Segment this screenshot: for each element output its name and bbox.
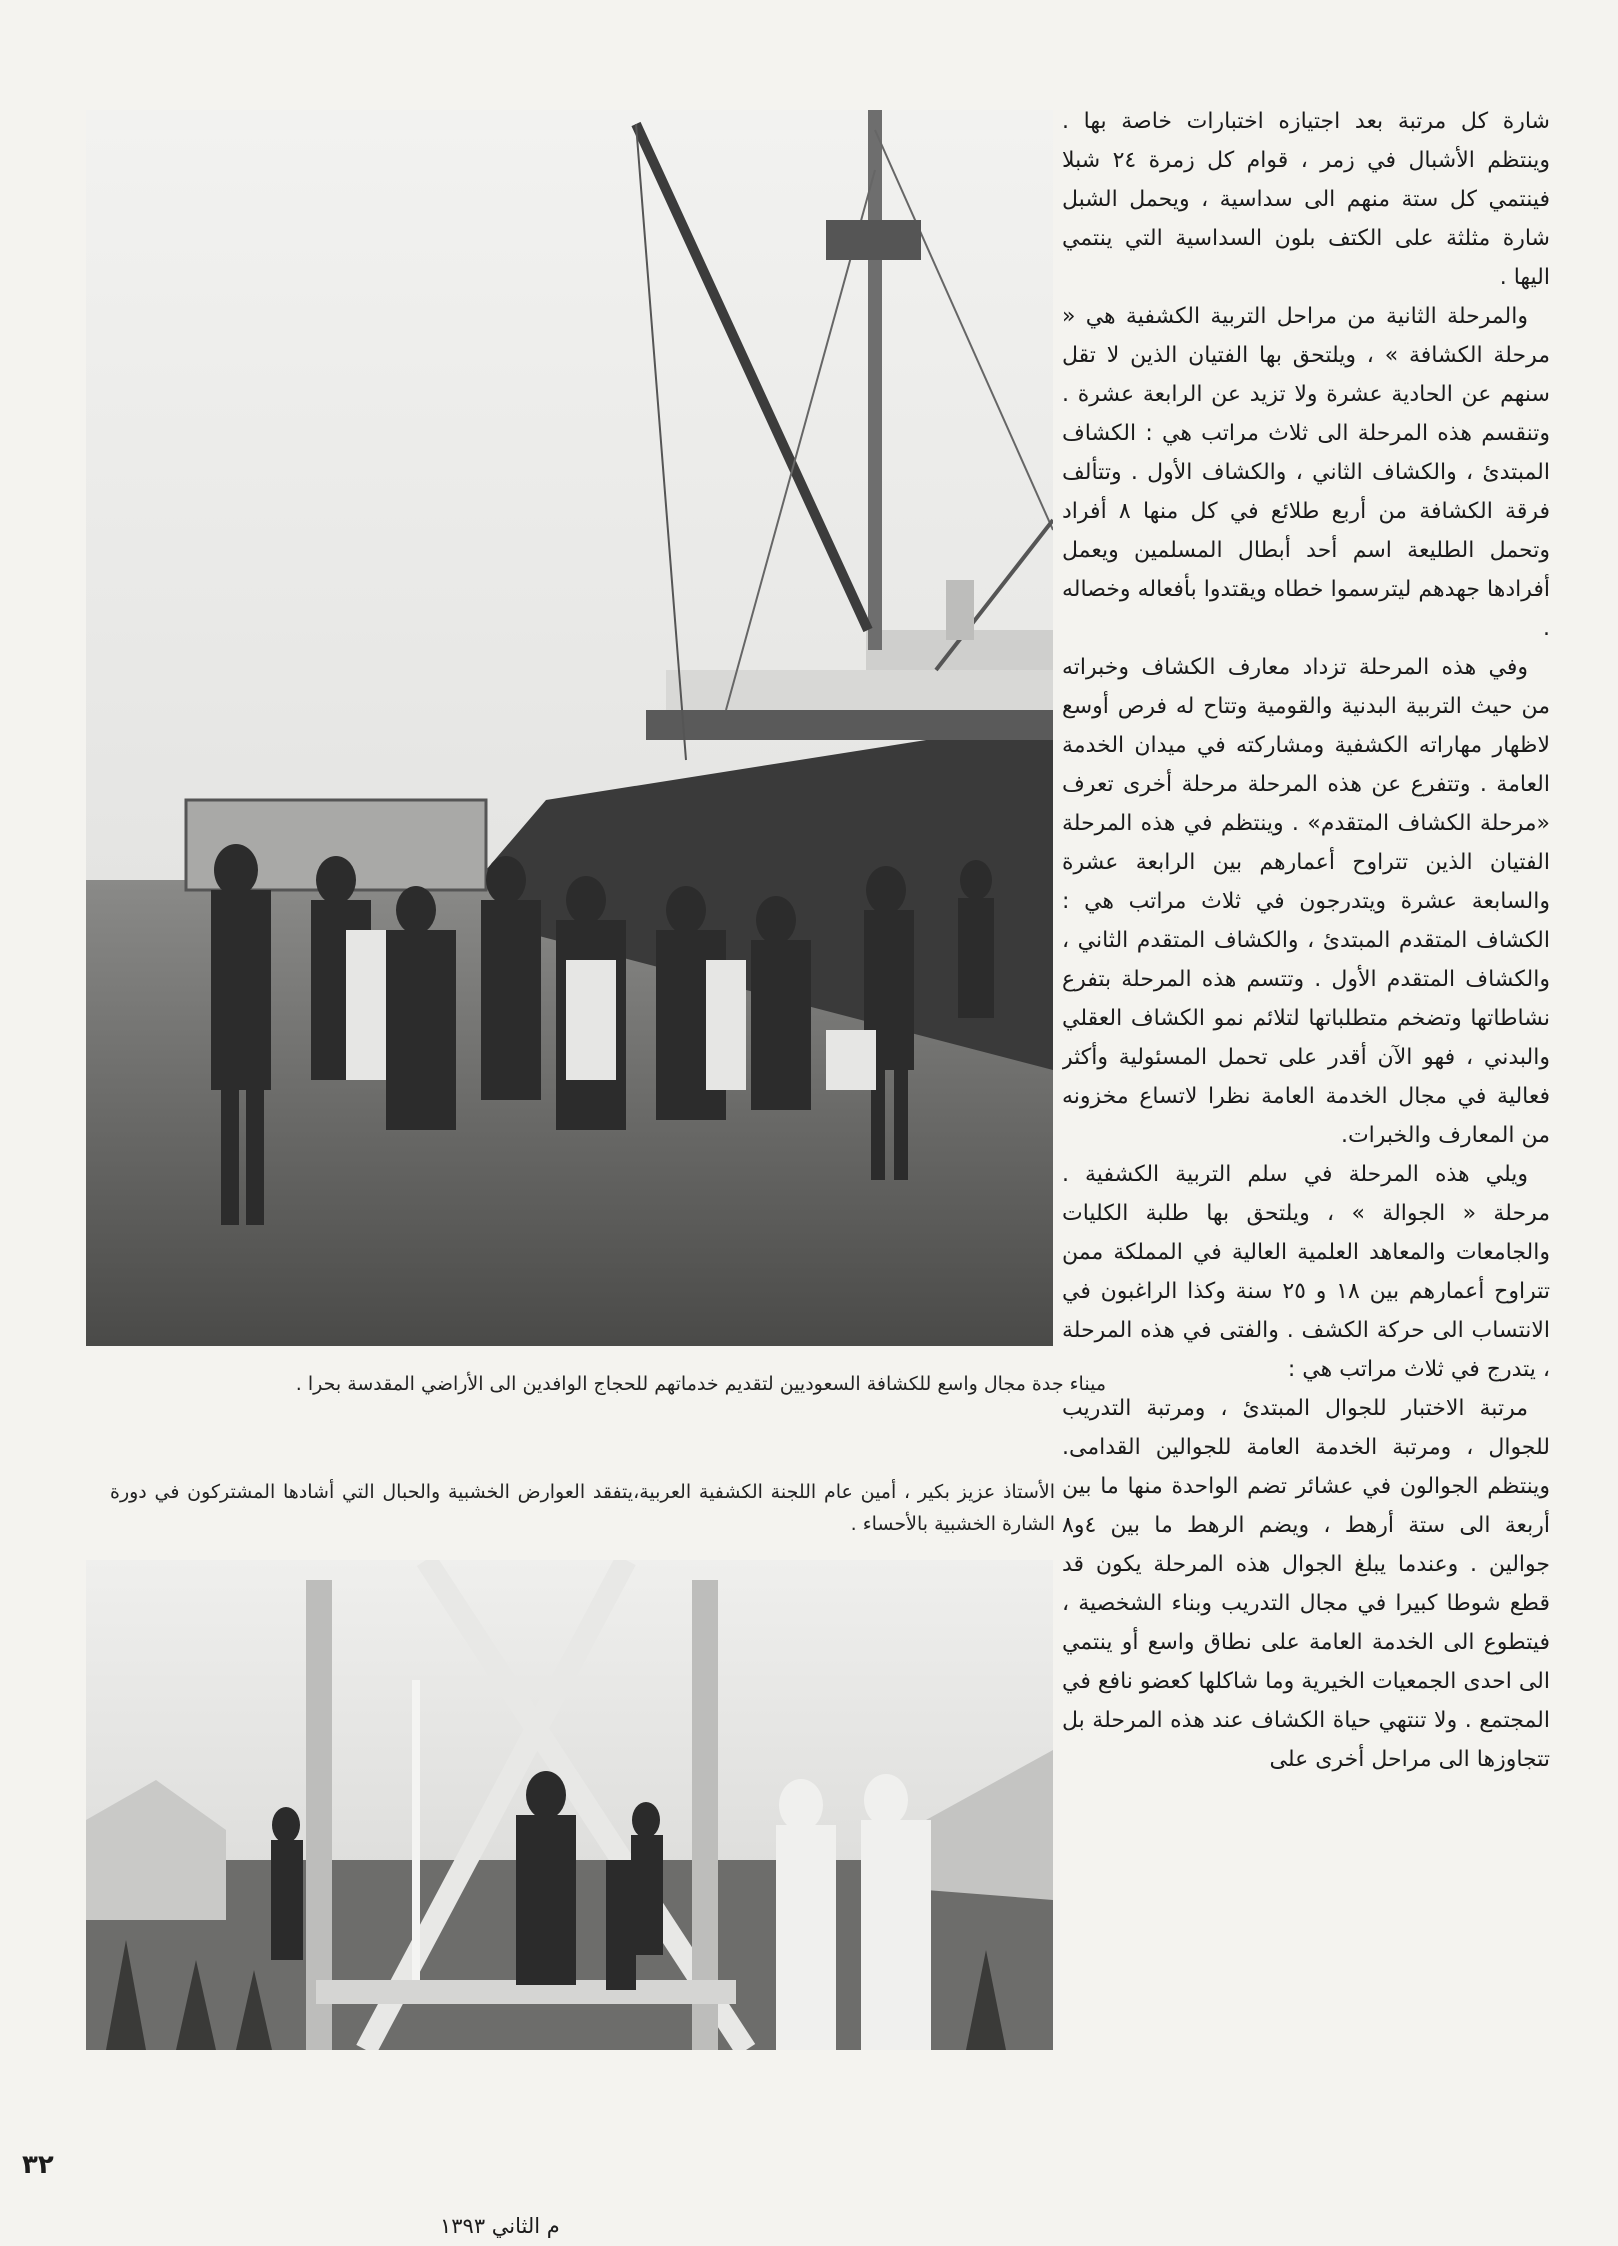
jeddah-port-photo [86, 110, 1053, 1346]
article-paragraph: مرتبة الاختبار للجوال المبتدئ ، ومرتبة التدريب للجوال ، ومرتبة الخدمة العامة للجوالين القدامى. وينتظم الجوالون في عشائر تضم الواحدة منها ما بين أربعة الى ستة أرهط ، ويضم الرهط ما بين ٤و٨ جوالين . وعندما يبلغ الجوال هذه المرحلة يكون قد قطع شوطا كبيرا في مجال التدريب وبناء الشخصية ، فيتطوع الى الخدمة العامة على نطاق واسع أو ينتمي الى احدى الجمعيات الخيرية وما شاكلها كعضو نافع في المجتمع . ولا تنتهي حياة الكشاف عند هذه المرحلة بل تتجاوزها الى مراحل أخرى على [1062, 1396, 1550, 1772]
article-paragraph: والمرحلة الثانية من مراحل التربية الكشفية هي « مرحلة الكشافة » ، ويلتحق بها الفتيان الذين لا تقل سنهم عن الحادية عشرة ولا تزيد عن الرابعة عشرة . وتنقسم هذه المرحلة الى ثلاث مراتب هي : الكشاف المبتدئ ، والكشاف الثاني ، والكشاف الأول . وتتألف فرقة الكشافة من أربع طلائع في كل منها ٨ أفراد وتحمل الطليعة اسم أحد أبطال المسلمين ويعمل أفرادها جهدهم ليترسموا خطاه ويقتدوا بأفعاله وخصاله . [1062, 304, 1550, 641]
issue-label: م الثاني ١٣٩٣ [440, 2214, 560, 2238]
page-number: ٣٢ [22, 2150, 54, 2180]
article-paragraph: وفي هذه المرحلة تزداد معارف الكشاف وخبراته من حيث التربية البدنية والقومية وتتاح له فرص أوسع لاظهار مهاراته الكشفية ومشاركته في ميدان الخدمة العامة . وتتفرع عن هذه المرحلة مرحلة أخرى تعرف «مرحلة الكشاف المتقدم» . وينتظم في هذه المرحلة الفتيان الذين تتراوح أعمارهم بين الرابعة عشرة والسابعة عشرة ويتدرجون في ثلاث مراتب هي : الكشاف المتقدم المبتدئ ، والكشاف المتقدم الثاني ، والكشاف المتقدم الأول . وتتسم هذه المرحلة بتفرع نشاطاتها وتضخم متطلباتها لتلائم نمو الكشاف العقلي والبدني ، فهو الآن أقدر على تحمل المسئولية وأكثر فعالية في مجال الخدمة العامة نظرا لاتساع مخزونه من المعارف والخبرات. [1062, 655, 1550, 1148]
article-paragraph: ويلي هذه المرحلة في سلم التربية الكشفية . مرحلة « الجوالة » ، ويلتحق بها طلبة الكليات والجامعات والمعاهد العلمية العالية في المملكة ممن تتراوح أعمارهم بين ١٨ و ٢٥ سنة وكذا الراغبون في الانتساب الى حركة الكشف . والفتى في هذه المرحلة ، يتدرج في ثلاث مراتب هي : [1062, 1162, 1550, 1382]
port-photo-caption: ميناء جدة مجال واسع للكشافة السعوديين لتقديم خدماتهم للحجاج الوافدين الى الأراضي المقدسة بحرا . [295, 1373, 1106, 1395]
article-paragraph: شارة كل مرتبة بعد اجتيازه اختبارات خاصة بها . وينتظم الأشبال في زمر ، قوام كل زمرة ٢٤ شبلا فينتمي كل ستة منهم الى سداسية ، ويحمل الشبل شارة مثلثة على الكتف بلون السداسية التي ينتمي اليها . [1062, 109, 1550, 290]
scouts-photo-caption: الأستاذ عزيز بكير ، أمين عام اللجنة الكشفية العربية،يتفقد العوارض الخشبية والحبال التي أشادها المشتركون في دورة الشارة الخشبية بالأحساء . [110, 1481, 1055, 1535]
article-body [1062, 102, 1550, 2052]
scout-camp-photo [86, 1560, 1053, 2050]
